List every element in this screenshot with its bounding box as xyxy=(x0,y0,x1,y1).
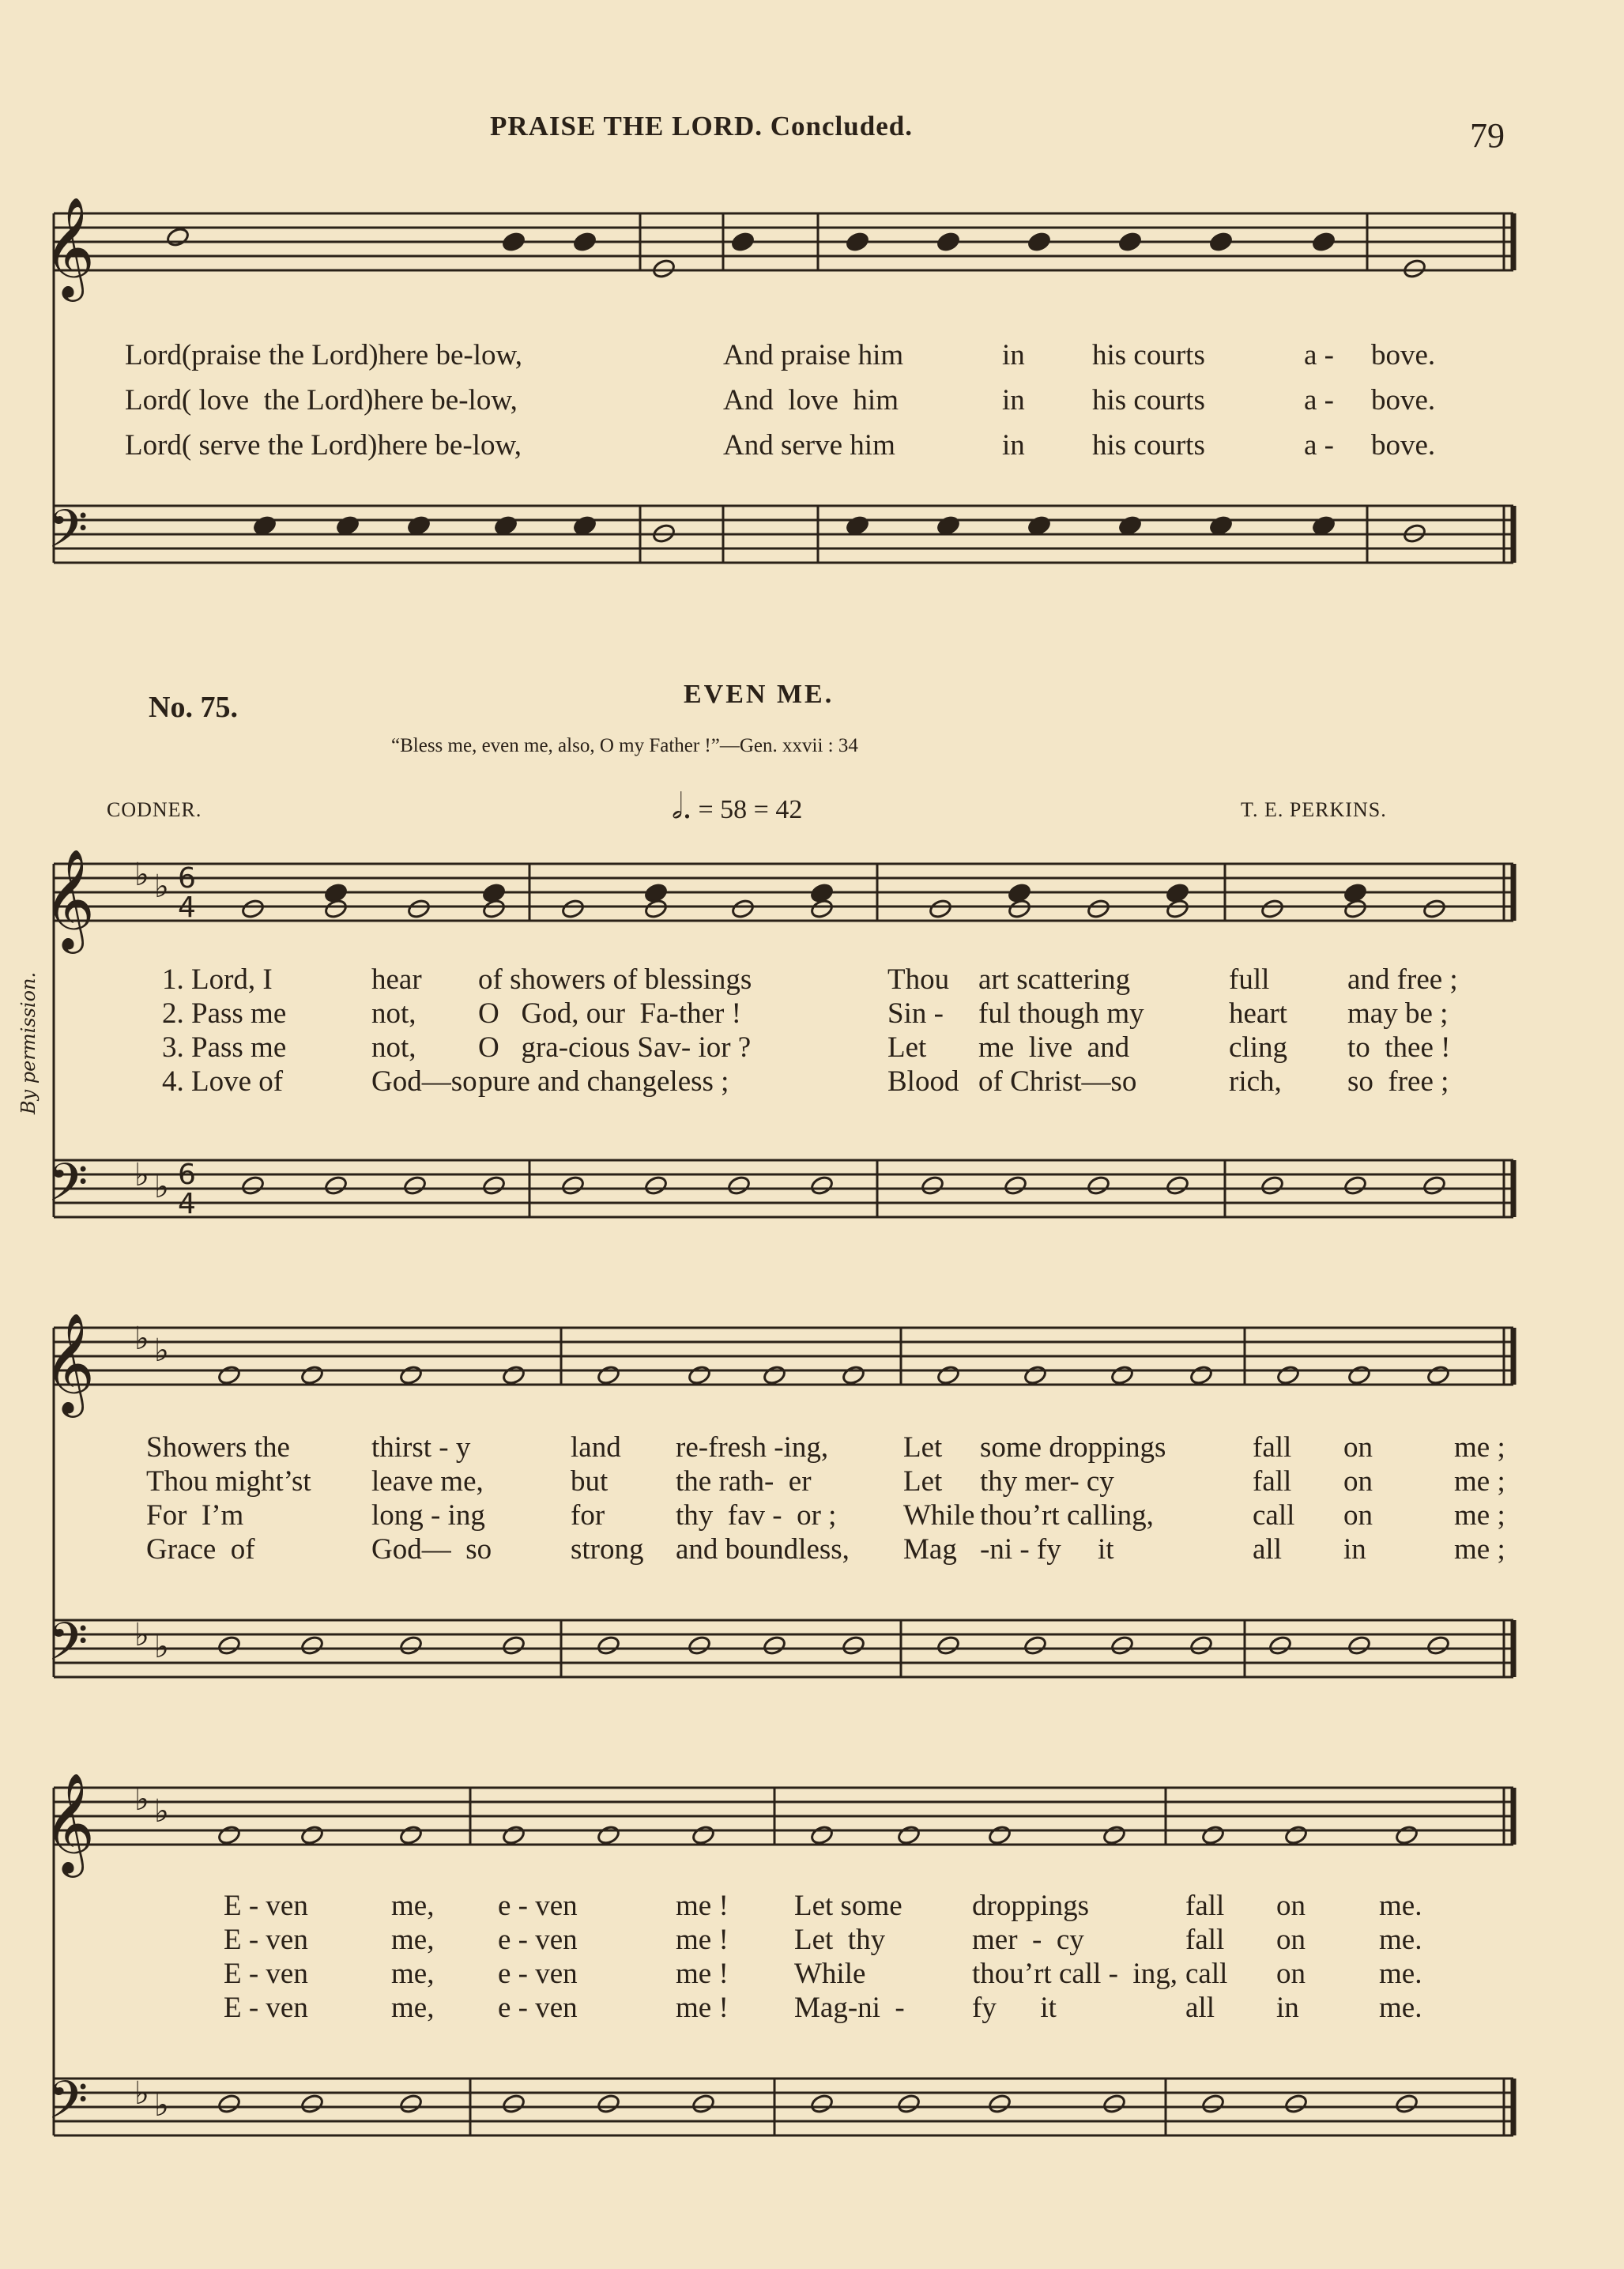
note-head xyxy=(300,2093,324,2114)
lyric-text: E - ven xyxy=(224,1992,308,2024)
note-head xyxy=(402,1174,427,1196)
note-head xyxy=(501,2093,526,2114)
bass-staff xyxy=(54,1160,1513,1217)
note-head xyxy=(1086,898,1110,919)
lyric-text: rich, xyxy=(1229,1065,1282,1098)
note-head xyxy=(809,1174,834,1196)
note-head xyxy=(1200,2093,1225,2114)
lyric-text: a - xyxy=(1304,339,1334,371)
lyric-text: 4. Love of xyxy=(162,1065,284,1098)
composer-right: T. E. PERKINS. xyxy=(1241,798,1387,821)
lyric-text: Showers the xyxy=(146,1431,290,1464)
lyric-text: And serve him xyxy=(723,429,895,462)
lyric-text: in xyxy=(1002,339,1025,371)
note-head xyxy=(687,1634,711,1656)
lyric-text: but xyxy=(571,1465,609,1498)
lyric-text: and free ; xyxy=(1347,963,1458,996)
note-head xyxy=(240,898,265,919)
note-head xyxy=(841,1364,865,1385)
note-head xyxy=(1003,1174,1027,1196)
lyric-text: not, xyxy=(371,1031,416,1064)
lyric-text: me, xyxy=(391,1958,435,1990)
note-head xyxy=(1086,1174,1110,1196)
note-head xyxy=(1200,1824,1225,1845)
lyric-text: on xyxy=(1343,1465,1373,1498)
lyric-text: fall xyxy=(1253,1465,1292,1498)
flat-icon: ♭ xyxy=(154,1169,169,1205)
page-number: 79 xyxy=(1470,116,1505,155)
lyric-text: me live and xyxy=(978,1031,1130,1064)
bass-staff xyxy=(54,1620,1513,1677)
note-head xyxy=(1023,1634,1047,1656)
lyric-text: For I’m xyxy=(146,1499,244,1532)
note-head xyxy=(691,1824,715,1845)
note-head xyxy=(1343,882,1367,903)
lyric-text: me ! xyxy=(676,1992,729,2024)
treble-staff xyxy=(54,1788,1513,1845)
lyric-text: on xyxy=(1343,1499,1373,1532)
lyric-text: fall xyxy=(1185,1924,1225,1956)
note-head xyxy=(501,231,526,252)
note-head xyxy=(1110,1634,1134,1656)
note-head xyxy=(1165,1174,1189,1196)
lyric-text: Lord( serve the Lord)here be-low, xyxy=(125,429,522,462)
note-head xyxy=(240,1174,265,1196)
lyric-text: Thou might’st xyxy=(146,1465,311,1498)
note-head xyxy=(323,1174,348,1196)
note-head xyxy=(809,1824,834,1845)
note-head xyxy=(643,882,668,903)
note-head xyxy=(217,2093,241,2114)
lyric-text: call xyxy=(1253,1499,1295,1532)
note-head xyxy=(1110,1364,1134,1385)
note-head xyxy=(572,231,597,252)
lyric-text: me ; xyxy=(1454,1465,1505,1498)
note-head xyxy=(406,898,431,919)
lyric-text: me ! xyxy=(676,1958,729,1990)
lyric-text: me, xyxy=(391,1890,435,1922)
lyric-text: pure and changeless ; xyxy=(478,1065,729,1098)
lyric-text: in xyxy=(1276,1992,1299,2024)
flat-icon: ♭ xyxy=(154,2087,169,2124)
note-head xyxy=(1260,1174,1284,1196)
lyric-text: Let xyxy=(887,1031,927,1064)
note-head xyxy=(1426,1364,1450,1385)
note-head xyxy=(1007,882,1031,903)
lyric-text: 2. Pass me xyxy=(162,997,287,1030)
note-head xyxy=(920,1174,944,1196)
note-head xyxy=(1189,1364,1213,1385)
lyric-text: Grace of xyxy=(146,1533,255,1566)
treble-clef-icon: 𝄞 xyxy=(43,1312,96,1413)
lyric-text: hear xyxy=(371,963,422,996)
note-head xyxy=(936,231,960,252)
note-head xyxy=(398,1824,423,1845)
lyric-text: e - ven xyxy=(498,1924,578,1956)
note-head xyxy=(896,1824,921,1845)
lyric-text: all xyxy=(1185,1992,1215,2024)
note-head xyxy=(1268,1634,1292,1656)
lyric-text: some droppings xyxy=(980,1431,1166,1464)
bass-clef-icon: 𝄢 xyxy=(47,1152,89,1226)
treble-staff xyxy=(54,213,1513,270)
lyric-text: in xyxy=(1002,384,1025,416)
note-head xyxy=(1394,2093,1419,2114)
lyric-text: not, xyxy=(371,997,416,1030)
treble-clef-icon: 𝄞 xyxy=(43,1772,96,1873)
epigraph: “Bless me, even me, also, O my Father !”—Gen. xxvii : 34 xyxy=(391,735,858,756)
note-head xyxy=(687,1364,711,1385)
hymn-number: No. 75. xyxy=(149,691,238,724)
note-head xyxy=(1311,231,1336,252)
lyric-text: me. xyxy=(1379,1924,1422,1956)
lyric-text: to thee ! xyxy=(1347,1031,1451,1064)
lyric-text: fall xyxy=(1185,1890,1225,1922)
lyric-text: And love him xyxy=(723,384,899,416)
lyric-text: E - ven xyxy=(224,1958,308,1990)
flat-icon: ♭ xyxy=(154,869,169,905)
note-head xyxy=(1402,258,1426,279)
note-head xyxy=(481,882,506,903)
flat-icon: ♭ xyxy=(134,1781,149,1818)
time-sig-numerator: 6 xyxy=(178,1159,196,1191)
note-head xyxy=(1422,1174,1446,1196)
note-head xyxy=(762,1364,786,1385)
lyric-text: me ! xyxy=(676,1924,729,1956)
lyric-text: e - ven xyxy=(498,1992,578,2024)
note-head xyxy=(1394,1824,1419,1845)
lyric-text: e - ven xyxy=(498,1890,578,1922)
lyric-text: droppings xyxy=(972,1890,1089,1922)
lyric-text: on xyxy=(1276,1890,1306,1922)
note-head xyxy=(1208,231,1233,252)
lyric-text: O God, our Fa-ther ! xyxy=(478,997,741,1030)
lyric-text: thirst - y xyxy=(371,1431,471,1464)
note-head xyxy=(398,2093,423,2114)
note-head xyxy=(501,1824,526,1845)
note-head xyxy=(300,1824,324,1845)
note-head xyxy=(928,898,952,919)
lyric-text: on xyxy=(1343,1431,1373,1464)
lyric-text: me ; xyxy=(1454,1431,1505,1464)
note-head xyxy=(217,1634,241,1656)
lyric-text: strong xyxy=(571,1533,644,1566)
note-head xyxy=(726,1174,751,1196)
flat-icon: ♭ xyxy=(134,1321,149,1357)
bass-staff xyxy=(54,2079,1513,2135)
lyric-line: Lord(praise the Lord)here be-low, xyxy=(125,339,523,371)
lyric-text: E - ven xyxy=(224,1890,308,1922)
lyric-text: 3. Pass me xyxy=(162,1031,287,1064)
lyric-text: all xyxy=(1253,1533,1282,1566)
flat-icon: ♭ xyxy=(134,1617,149,1653)
lyric-text: re-fresh -ing, xyxy=(676,1431,829,1464)
lyric-text: While xyxy=(903,1499,975,1532)
treble-staff xyxy=(54,864,1513,921)
lyric-text: thou’rt call - ing, xyxy=(972,1958,1177,1990)
lyric-text: Let xyxy=(903,1431,943,1464)
treble-clef-icon: 𝄞 xyxy=(43,848,96,949)
note-head xyxy=(323,882,348,903)
lyric-text: heart xyxy=(1229,997,1287,1030)
lyric-text: And praise him xyxy=(723,339,904,371)
note-head xyxy=(896,2093,921,2114)
flat-icon: ♭ xyxy=(154,1332,169,1369)
lyric-text: O gra-cious Sav- ior ? xyxy=(478,1031,752,1064)
note-head xyxy=(398,1634,423,1656)
lyric-text: may be ; xyxy=(1347,997,1449,1030)
note-head xyxy=(596,1824,620,1845)
lyric-text: thy fav - or ; xyxy=(676,1499,837,1532)
note-head xyxy=(1260,898,1284,919)
note-head xyxy=(1422,898,1446,919)
note-head xyxy=(481,1174,506,1196)
note-head xyxy=(1189,1634,1213,1656)
lyric-text: for xyxy=(571,1499,605,1532)
note-head xyxy=(651,258,676,279)
note-head xyxy=(560,898,585,919)
lyric-text: me ; xyxy=(1454,1533,1505,1566)
dotted-half-note-icon: 𝅗𝅥. xyxy=(672,787,691,826)
lyric-text: the rath- er xyxy=(676,1465,812,1498)
flat-icon: ♭ xyxy=(134,857,149,893)
lyric-text: me, xyxy=(391,1992,435,2024)
bass-clef-icon: 𝄢 xyxy=(47,1611,89,1685)
lyric-text: land xyxy=(571,1431,621,1464)
note-head xyxy=(1165,882,1189,903)
lyric-text: on xyxy=(1276,1924,1306,1956)
lyric-text: his courts xyxy=(1092,429,1205,462)
lyric-text: me. xyxy=(1379,1958,1422,1990)
bass-clef-icon: 𝄢 xyxy=(47,499,89,572)
time-sig-denominator: 4 xyxy=(178,891,196,924)
lyric-text: Mag-ni - xyxy=(794,1992,905,2024)
note-head xyxy=(762,1634,786,1656)
lyric-text: God— so xyxy=(371,1533,492,1566)
note-head xyxy=(217,1364,241,1385)
note-head xyxy=(501,1364,526,1385)
permission-note: By permission. xyxy=(17,971,40,1114)
lyric-text: 1. Lord, I xyxy=(162,963,273,996)
lyric-text: E - ven xyxy=(224,1924,308,1956)
lyric-text: in xyxy=(1343,1533,1366,1566)
note-head xyxy=(1027,231,1051,252)
lyric-text: God—so xyxy=(371,1065,477,1098)
flat-icon: ♭ xyxy=(154,1629,169,1665)
note-head xyxy=(300,1634,324,1656)
lyric-text: of showers of blessings xyxy=(478,963,752,996)
note-head xyxy=(1117,231,1142,252)
lyric-text: leave me, xyxy=(371,1465,484,1498)
bass-staff xyxy=(54,506,1513,563)
lyric-text: ful though my xyxy=(978,997,1144,1030)
note-head xyxy=(596,1364,620,1385)
flat-icon: ♭ xyxy=(154,1793,169,1830)
lyric-text: me ; xyxy=(1454,1499,1505,1532)
composer-left: CODNER. xyxy=(107,798,202,821)
note-head xyxy=(165,226,190,247)
note-head xyxy=(809,2093,834,2114)
note-head xyxy=(560,1174,585,1196)
lyric-text: me, xyxy=(391,1924,435,1956)
lyric-text: fall xyxy=(1253,1431,1292,1464)
note-head xyxy=(1283,1824,1308,1845)
lyric-text: and boundless, xyxy=(676,1533,850,1566)
lyric-text: Sin - xyxy=(887,997,944,1030)
note-head xyxy=(1102,2093,1126,2114)
note-head xyxy=(398,1364,423,1385)
note-head xyxy=(936,1634,960,1656)
lyric-text: cling xyxy=(1229,1031,1287,1064)
lyric-text: Blood xyxy=(887,1065,959,1098)
note-head xyxy=(643,1174,668,1196)
note-head xyxy=(1347,1364,1371,1385)
lyric-text: bove. xyxy=(1371,339,1436,371)
lyric-text: While xyxy=(794,1958,866,1990)
lyric-text: his courts xyxy=(1092,384,1205,416)
lyric-text: Lord( love the Lord)here be-low, xyxy=(125,384,518,416)
note-head xyxy=(841,1634,865,1656)
lyric-text: in xyxy=(1002,429,1025,462)
lyric-text: a - xyxy=(1304,429,1334,462)
bass-clef-icon: 𝄢 xyxy=(47,2070,89,2143)
tempo-marking: 𝅗𝅥. = 58 = 42 xyxy=(672,787,803,826)
note-head xyxy=(1275,1364,1300,1385)
lyric-text: long - ing xyxy=(371,1499,485,1532)
lyric-text: e - ven xyxy=(498,1958,578,1990)
lyric-text: mer - cy xyxy=(972,1924,1084,1956)
lyric-text: fy it xyxy=(972,1992,1057,2024)
lyric-text: thou’rt calling, xyxy=(980,1499,1154,1532)
lyric-text: art scattering xyxy=(978,963,1131,996)
note-head xyxy=(730,231,755,252)
lyric-text: so free ; xyxy=(1347,1065,1449,1098)
lyric-text: thy mer- cy xyxy=(980,1465,1114,1498)
lyric-text: his courts xyxy=(1092,339,1205,371)
lyric-text: bove. xyxy=(1371,429,1436,462)
lyric-text: on xyxy=(1276,1958,1306,1990)
note-head xyxy=(845,231,869,252)
lyric-text: call xyxy=(1185,1958,1228,1990)
note-head xyxy=(300,1364,324,1385)
lyric-text: a - xyxy=(1304,384,1334,416)
note-head xyxy=(1426,1634,1450,1656)
note-head xyxy=(1343,1174,1367,1196)
hymn-title: EVEN ME. xyxy=(684,680,835,709)
lyric-text: bove. xyxy=(1371,384,1436,416)
note-head xyxy=(1347,1634,1371,1656)
lyric-text: Mag xyxy=(903,1533,957,1566)
note-head xyxy=(596,1634,620,1656)
lyric-text: me ! xyxy=(676,1890,729,1922)
lyric-text: of Christ—so xyxy=(978,1065,1137,1098)
note-head xyxy=(987,2093,1012,2114)
time-sig-numerator: 6 xyxy=(178,862,196,895)
lyric-text: Let xyxy=(903,1465,943,1498)
lyric-text: Let some xyxy=(794,1890,902,1922)
note-head xyxy=(936,1364,960,1385)
note-head xyxy=(501,1634,526,1656)
note-head xyxy=(691,2093,715,2114)
note-head xyxy=(987,1824,1012,1845)
flat-icon: ♭ xyxy=(134,2075,149,2112)
note-head xyxy=(596,2093,620,2114)
lyric-text: full xyxy=(1229,963,1270,996)
note-head xyxy=(1023,1364,1047,1385)
time-sig-denominator: 4 xyxy=(178,1188,196,1220)
lyric-text: Let thy xyxy=(794,1924,886,1956)
running-head: PRAISE THE LORD. Concluded. xyxy=(490,111,913,141)
flat-icon: ♭ xyxy=(134,1157,149,1193)
note-head xyxy=(730,898,755,919)
note-head xyxy=(1283,2093,1308,2114)
note-head xyxy=(217,1824,241,1845)
note-head xyxy=(809,882,834,903)
lyric-text: me. xyxy=(1379,1890,1422,1922)
lyric-text: Thou xyxy=(887,963,950,996)
note-head xyxy=(1102,1824,1126,1845)
lyric-text: me. xyxy=(1379,1992,1422,2024)
treble-clef-icon: 𝄞 xyxy=(43,196,96,297)
lyric-text: -ni - fy it xyxy=(980,1533,1114,1566)
